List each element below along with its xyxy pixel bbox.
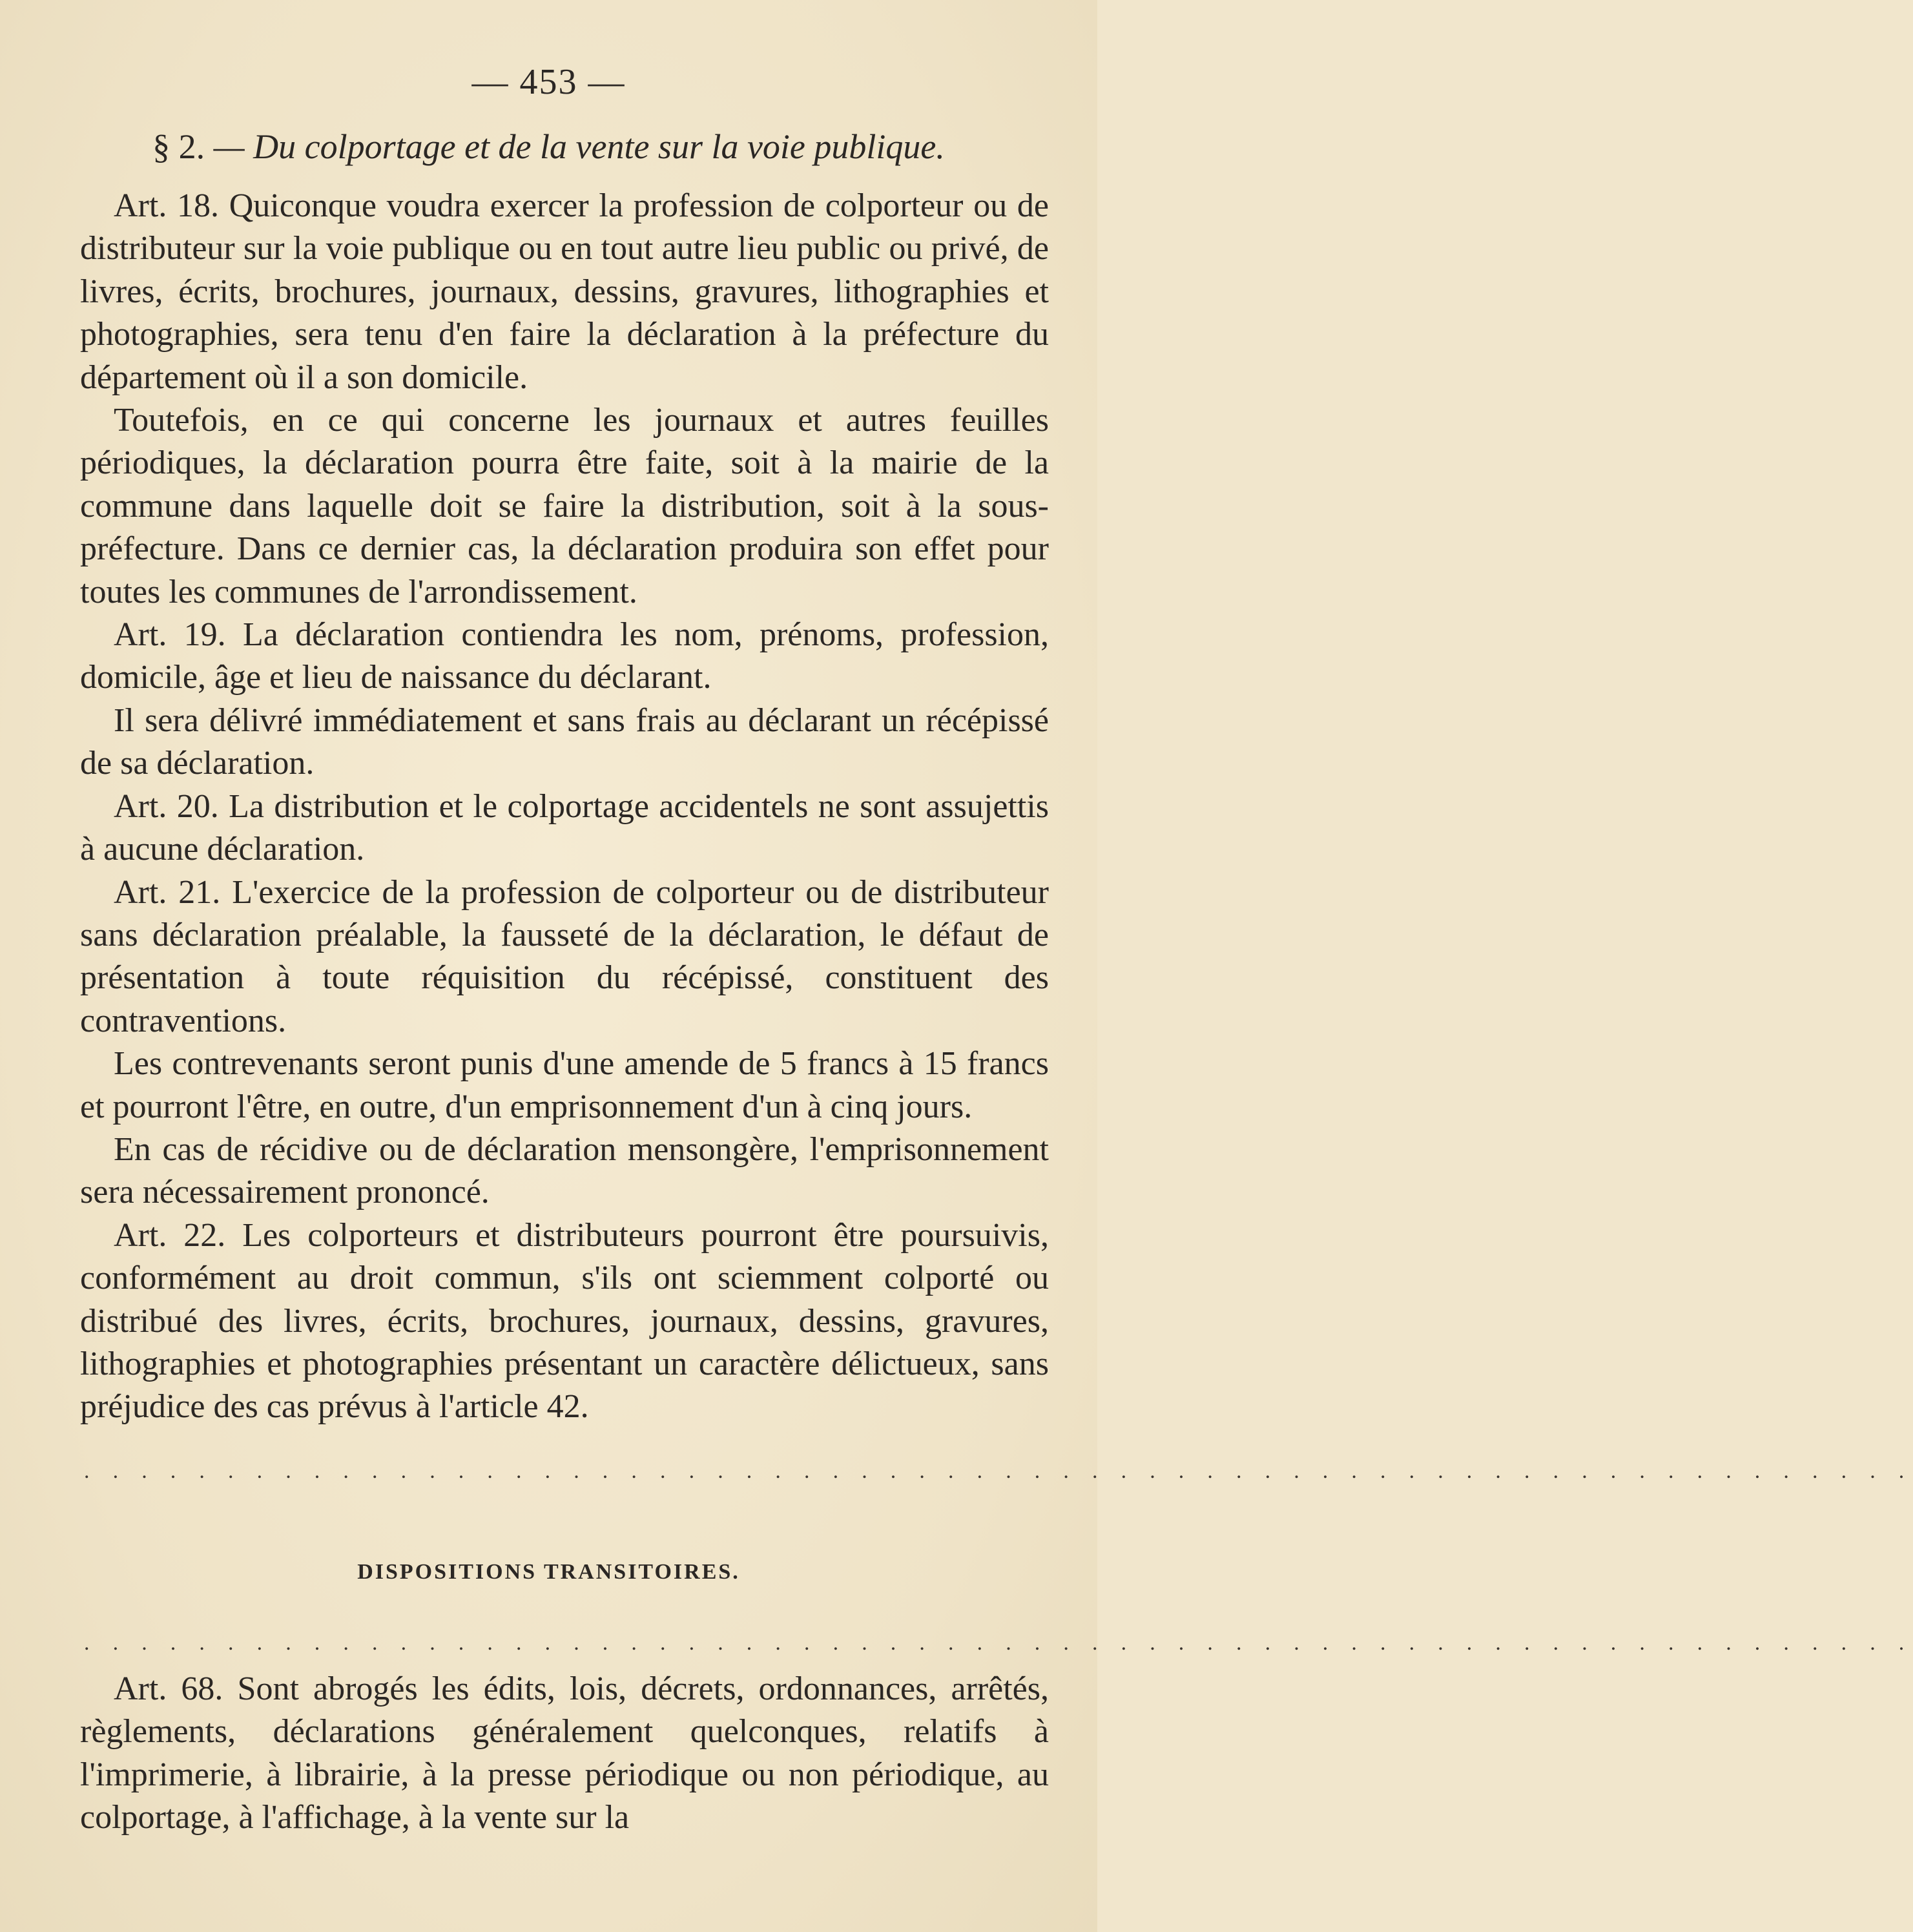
ellipsis-divider: . . . . . . . . . . . . . . . . . . . . . . . . . . . . . . . . . . . . . . . . . . . . . . . . . . . . . . . . . . . . . . . . xyxy=(84,1459,1913,1483)
article-body-transitoires xyxy=(80,1668,1049,1840)
ellipsis-divider: . . . . . . . . . . . . . . . . . . . . . . . . . . . . . . . . . . . . . . . . . . . . . . . . . . . . . . . . . . . . . . . . xyxy=(84,1631,1913,1655)
paragraph-toutefois: Toutefois, en ce qui concerne les journaux et autres feuilles périodiques, la déclaration pourra être faite, soit à la mairie de la commune dans laquelle doit se faire la distribution, soit à la sous-préfecture. Dans ce dernier cas, la déclaration produira son effet pour toutes les communes de l'arrondissement. xyxy=(80,402,1049,610)
paragraph-art-19: Art. 19. La déclaration contiendra les nom, prénoms, profession, domicile, âge et lieu de naissance du déclarant. xyxy=(80,616,1049,696)
paragraph-recidive: En cas de récidive ou de déclaration mensongère, l'emprisonnement sera nécessairement prononcé. xyxy=(80,1130,1049,1211)
section-symbol: § 2. xyxy=(152,127,205,166)
paragraph-art-20: Art. 20. La distribution et le colportage accidentels ne sont assujettis à aucune déclaration. xyxy=(80,787,1049,868)
paragraph-contrevenants: Les contrevenants seront punis d'une amende de 5 francs à 15 francs et pourront l'être, en outre, d'un emprisonnement d'un à cinq jours. xyxy=(80,1045,1049,1125)
article-body xyxy=(80,185,1049,1429)
paragraph-art-22: Art. 22. Les colporteurs et distributeurs pourront être poursuivis, conformément au droit commun, s'ils ont sciemment colporté ou distribué des livres, écrits, brochures, journaux, dessins, gravures, lithographies et photographies présentant un caractère délictueux, sans préjudice des cas prévus à l'article 42. xyxy=(80,1216,1049,1426)
section-title: — Du colportage et de la vente sur la voie publique. xyxy=(213,127,945,166)
subheading-dispositions: DISPOSITIONS TRANSITOIRES. xyxy=(357,1560,740,1584)
page-number: — 453 — xyxy=(471,62,626,102)
paragraph-recepisse: Il sera délivré immédiatement et sans frais au déclarant un récépissé de sa déclaration. xyxy=(80,701,1049,782)
section-heading xyxy=(0,124,1097,169)
paragraph-art-18: Art. 18. Quiconque voudra exercer la profession de colporteur ou de distributeur sur la voie publique ou en tout autre lieu public ou privé, de livres, écrits, brochures, journaux, dessins, gravures, lithographies et photographies, sera tenu d'en faire la déclaration à la préfecture du département où il a son domicile. xyxy=(80,187,1049,396)
paragraph-art-68: Art. 68. Sont abrogés les édits, lois, décrets, ordonnances, arrêtés, règlements, déclarations généralement quelconques, relatifs à l'imprimerie, à librairie, à la presse périodique ou non périodique, au colportage, à l'affichage, à la vente sur la xyxy=(80,1670,1049,1836)
paragraph-art-21: Art. 21. L'exercice de la profession de colporteur ou de distributeur sans déclaration préalable, la fausseté de la déclaration, le défaut de présentation à toute réquisition du récépissé, constituent des contraventions. xyxy=(80,873,1049,1039)
